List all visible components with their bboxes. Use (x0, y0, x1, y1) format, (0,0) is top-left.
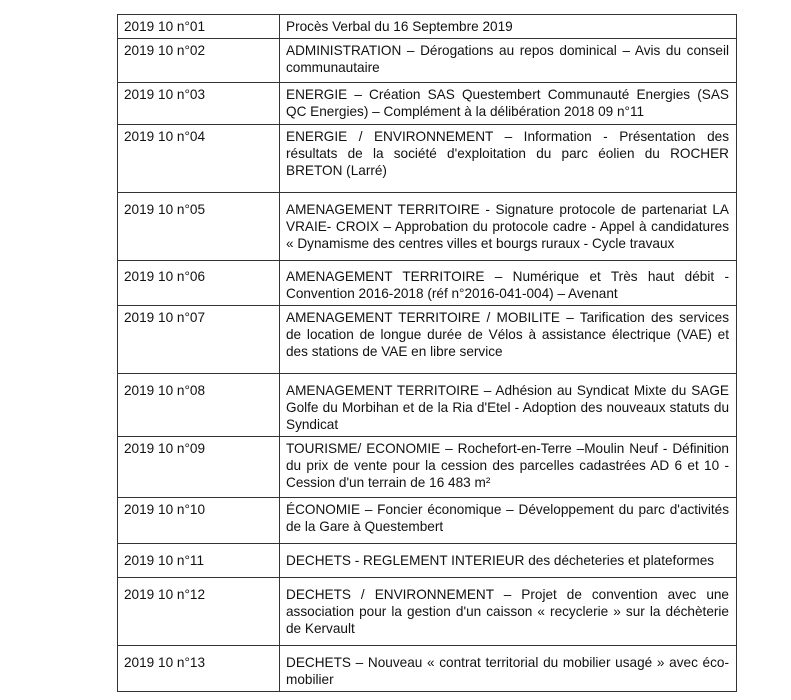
deliberation-subject: DECHETS – Nouveau « contrat territorial du mobilier usagé » avec éco-mobilier (280, 646, 737, 692)
deliberation-ref: 2019 10 n°05 (118, 193, 280, 261)
table-row (118, 437, 737, 498)
agenda-table (117, 14, 737, 692)
table-row (118, 83, 737, 125)
deliberation-ref: 2019 10 n°01 (118, 15, 280, 39)
deliberation-ref: 2019 10 n°08 (118, 374, 280, 437)
deliberation-ref: 2019 10 n°02 (118, 39, 280, 83)
deliberation-ref: 2019 10 n°03 (118, 83, 280, 125)
deliberation-subject: ADMINISTRATION – Dérogations au repos dominical – Avis du conseil communautaire (280, 39, 737, 83)
deliberation-ref: 2019 10 n°06 (118, 261, 280, 306)
deliberation-subject: TOURISME/ ECONOMIE – Rochefort-en-Terre –Moulin Neuf - Définition du prix de vente pour la cession des parcelles cadastrées AD 6 et 10 - Cession d'un terrain de 16 483 m² (280, 437, 737, 498)
table-row (118, 15, 737, 39)
table-row (118, 646, 737, 692)
deliberation-subject: ÉCONOMIE – Foncier économique – Développement du parc d'activités de la Gare à Questembert (280, 498, 737, 544)
deliberation-subject: AMENAGEMENT TERRITOIRE - Signature protocole de partenariat LA VRAIE- CROIX – Approbation du protocole cadre - Appel à candidatures « Dynamisme des centres villes et bourgs ruraux - Cycle travaux (280, 193, 737, 261)
deliberation-ref: 2019 10 n°13 (118, 646, 280, 692)
deliberation-ref: 2019 10 n°04 (118, 125, 280, 193)
deliberation-ref: 2019 10 n°09 (118, 437, 280, 498)
deliberation-ref: 2019 10 n°10 (118, 498, 280, 544)
table-row (118, 374, 737, 437)
deliberation-ref: 2019 10 n°12 (118, 578, 280, 646)
deliberation-ref: 2019 10 n°07 (118, 306, 280, 374)
table-row (118, 306, 737, 374)
table-row (118, 261, 737, 306)
deliberation-subject: ENERGIE – Création SAS Questembert Communauté Energies (SAS QC Energies) – Complément à la délibération 2018 09 n°11 (280, 83, 737, 125)
deliberation-subject: DECHETS - REGLEMENT INTERIEUR des décheteries et plateformes (280, 544, 737, 578)
table-row (118, 544, 737, 578)
deliberation-subject: AMENAGEMENT TERRITOIRE / MOBILITE – Tarification des services de location de longue durée de Vélos à assistance électrique (VAE) et des stations de VAE en libre service (280, 306, 737, 374)
deliberation-subject: AMENAGEMENT TERRITOIRE – Numérique et Très haut débit - Convention 2016-2018 (réf n°2016-041-004) – Avenant (280, 261, 737, 306)
deliberation-subject: Procès Verbal du 16 Septembre 2019 (280, 15, 737, 39)
table-row (118, 498, 737, 544)
deliberation-ref: 2019 10 n°11 (118, 544, 280, 578)
table-row (118, 193, 737, 261)
deliberation-subject: AMENAGEMENT TERRITOIRE – Adhésion au Syndicat Mixte du SAGE Golfe du Morbihan et de la Ria d'Etel - Adoption des nouveaux statuts du Syndicat (280, 374, 737, 437)
table-row (118, 125, 737, 193)
table-row (118, 39, 737, 83)
deliberation-subject: DECHETS / ENVIRONNEMENT – Projet de convention avec une association pour la gestion d'un caisson « recyclerie » sur la déchèterie de Kervault (280, 578, 737, 646)
deliberation-subject: ENERGIE / ENVIRONNEMENT – Information - Présentation des résultats de la société d'exploitation du parc éolien du ROCHER BRETON (Larré) (280, 125, 737, 193)
table-row (118, 578, 737, 646)
